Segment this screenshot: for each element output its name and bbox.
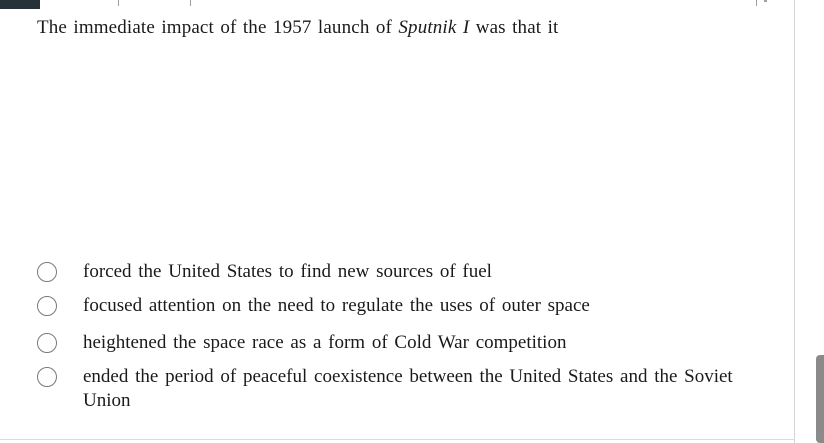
panel-divider	[794, 0, 795, 443]
question-text	[37, 17, 558, 39]
scrollbar-thumb[interactable]	[816, 355, 824, 443]
answer-choice-label: heightened the space race as a form of Cold War competition	[83, 332, 567, 353]
answer-choice-label: ended the period of peaceful coexistence between the United States and the Soviet Union	[83, 366, 733, 411]
question-italic-title: Sputnik I	[398, 17, 470, 38]
top-edge-fragment	[118, 0, 119, 6]
question-text-start: The immediate impact of the 1957 launch of	[37, 17, 399, 38]
bottom-divider	[0, 439, 794, 440]
top-edge-fragment	[764, 0, 767, 2]
answer-choice-label: forced the United States to find new sources of fuel	[83, 261, 492, 282]
radio-button[interactable]	[37, 262, 57, 282]
question-text-end: was that it	[469, 17, 559, 38]
top-edge-fragment	[756, 0, 757, 6]
top-tab-fragment	[0, 0, 40, 9]
radio-button[interactable]	[37, 367, 57, 387]
radio-button[interactable]	[37, 296, 57, 316]
answer-choice-label: focused attention on the need to regulate the uses of outer space	[83, 295, 590, 316]
radio-button[interactable]	[37, 333, 57, 353]
top-edge-fragment	[190, 0, 191, 6]
